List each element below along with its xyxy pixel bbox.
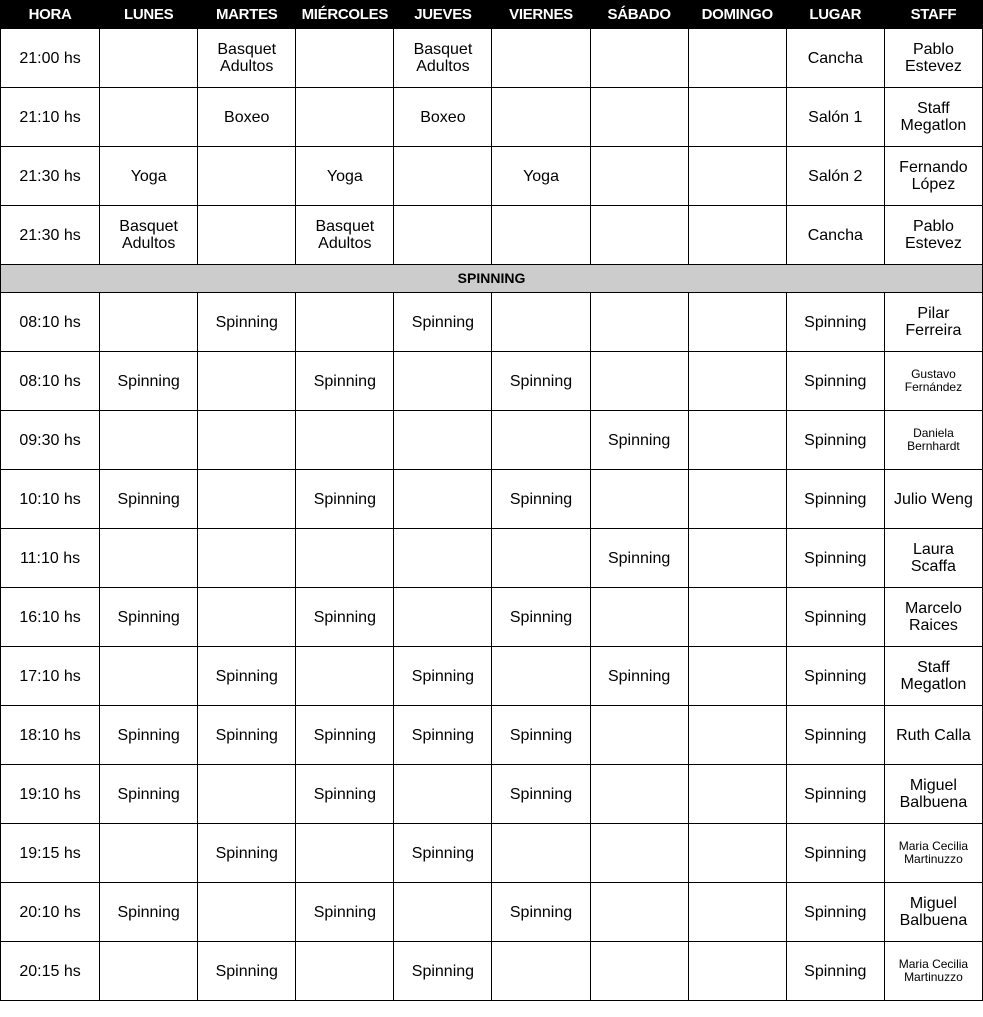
cell-jueves xyxy=(394,293,492,352)
header-lunes: LUNES xyxy=(100,0,198,29)
lugar-cell-text: Spinning xyxy=(804,785,867,803)
table-row xyxy=(1,529,983,588)
lugar-cell-text: Spinning xyxy=(804,490,867,508)
hora-cell-text: 21:30 hs xyxy=(19,167,81,185)
cell-jueves-text: Spinning xyxy=(411,844,475,862)
staff-cell xyxy=(884,647,982,706)
cell-domingo xyxy=(688,647,786,706)
cell-martes-text: Spinning xyxy=(215,962,278,980)
hora-cell-text: 18:10 hs xyxy=(19,726,81,744)
staff-cell xyxy=(884,147,982,206)
cell-jueves-text: Spinning xyxy=(411,726,475,744)
cell-lunes xyxy=(100,588,198,647)
cell-jueves xyxy=(394,147,492,206)
cell-lunes xyxy=(100,88,198,147)
table-row xyxy=(1,883,983,942)
staff-cell xyxy=(884,411,982,470)
cell-domingo xyxy=(688,765,786,824)
cell-miercoles-text: Spinning xyxy=(313,903,376,921)
table-row xyxy=(1,293,983,352)
cell-miercoles-text: Spinning xyxy=(313,785,376,803)
hora-cell xyxy=(1,147,100,206)
header-martes: MARTES xyxy=(198,0,296,29)
lugar-cell-text: Spinning xyxy=(804,962,867,980)
lugar-cell-text: Cancha xyxy=(807,226,863,244)
table-row xyxy=(1,706,983,765)
hora-cell xyxy=(1,88,100,147)
cell-domingo xyxy=(688,29,786,88)
cell-domingo xyxy=(688,942,786,1001)
cell-lunes xyxy=(100,647,198,706)
staff-cell xyxy=(884,352,982,411)
hora-cell-text: 20:15 hs xyxy=(19,962,81,980)
header-miercoles: MIÉRCOLES xyxy=(296,0,394,29)
lugar-cell-text: Spinning xyxy=(804,372,867,390)
cell-lunes-text: Spinning xyxy=(117,903,180,921)
cell-lunes xyxy=(100,293,198,352)
cell-lunes-text: Spinning xyxy=(117,608,180,626)
cell-jueves xyxy=(394,529,492,588)
cell-domingo xyxy=(688,293,786,352)
hora-cell-text: 20:10 hs xyxy=(19,903,81,921)
lugar-cell xyxy=(786,588,884,647)
staff-cell-text: Miguel Balbuena xyxy=(899,777,968,811)
cell-jueves-text: Basquet Adultos xyxy=(413,41,473,75)
hora-cell xyxy=(1,706,100,765)
cell-sabado xyxy=(590,206,688,265)
hora-cell xyxy=(1,293,100,352)
staff-cell-text: Maria Cecilia Martinuzzo xyxy=(898,839,969,866)
staff-cell xyxy=(884,470,982,529)
cell-martes-text: Spinning xyxy=(215,726,278,744)
table-row xyxy=(1,647,983,706)
cell-martes-text: Spinning xyxy=(215,313,278,331)
cell-domingo xyxy=(688,824,786,883)
cell-domingo xyxy=(688,588,786,647)
hora-cell-text: 10:10 hs xyxy=(19,490,81,508)
hora-cell xyxy=(1,647,100,706)
hora-cell-text: 16:10 hs xyxy=(19,608,81,626)
cell-lunes-text: Spinning xyxy=(117,785,180,803)
lugar-cell xyxy=(786,147,884,206)
cell-viernes-text: Spinning xyxy=(509,903,573,921)
cell-domingo xyxy=(688,411,786,470)
table-row xyxy=(1,470,983,529)
cell-miercoles xyxy=(296,883,394,942)
cell-martes xyxy=(198,293,296,352)
hora-cell xyxy=(1,29,100,88)
cell-jueves xyxy=(394,942,492,1001)
table-row xyxy=(1,29,983,88)
lugar-cell xyxy=(786,765,884,824)
cell-domingo xyxy=(688,206,786,265)
cell-viernes-text: Spinning xyxy=(509,490,573,508)
header-viernes: VIERNES xyxy=(492,0,590,29)
lugar-cell xyxy=(786,529,884,588)
cell-miercoles xyxy=(296,352,394,411)
hora-cell-text: 21:10 hs xyxy=(19,108,81,126)
table-row xyxy=(1,824,983,883)
cell-viernes xyxy=(492,588,590,647)
cell-lunes xyxy=(100,352,198,411)
staff-cell-text: Pablo Estevez xyxy=(904,41,962,75)
hora-cell-text: 09:30 hs xyxy=(19,431,81,449)
cell-martes xyxy=(198,824,296,883)
hora-cell xyxy=(1,352,100,411)
cell-miercoles xyxy=(296,147,394,206)
cell-sabado xyxy=(590,411,688,470)
cell-miercoles-text: Spinning xyxy=(313,490,376,508)
cell-viernes-text: Spinning xyxy=(509,726,573,744)
cell-lunes-text: Yoga xyxy=(130,167,167,185)
table-row xyxy=(1,942,983,1001)
lugar-cell-text: Spinning xyxy=(804,726,867,744)
header-jueves: JUEVES xyxy=(394,0,492,29)
cell-miercoles-text: Yoga xyxy=(326,167,363,185)
cell-miercoles xyxy=(296,588,394,647)
cell-martes xyxy=(198,647,296,706)
cell-viernes xyxy=(492,206,590,265)
cell-sabado xyxy=(590,588,688,647)
cell-miercoles-text: Spinning xyxy=(313,372,376,390)
staff-cell xyxy=(884,824,982,883)
staff-cell-text: Ruth Calla xyxy=(896,726,971,744)
cell-martes-text: Spinning xyxy=(215,844,278,862)
cell-sabado xyxy=(590,824,688,883)
cell-miercoles xyxy=(296,529,394,588)
lugar-cell xyxy=(786,293,884,352)
cell-jueves xyxy=(394,88,492,147)
cell-domingo xyxy=(688,470,786,529)
cell-lunes xyxy=(100,824,198,883)
cell-martes xyxy=(198,470,296,529)
cell-viernes xyxy=(492,647,590,706)
cell-sabado-text: Spinning xyxy=(607,549,671,567)
cell-viernes xyxy=(492,352,590,411)
lugar-cell xyxy=(786,706,884,765)
lugar-cell-text: Salón 1 xyxy=(808,108,863,126)
hora-cell xyxy=(1,883,100,942)
lugar-cell-text: Spinning xyxy=(804,549,867,567)
cell-martes-text: Basquet Adultos xyxy=(217,41,277,75)
hora-cell-text: 19:15 hs xyxy=(19,844,81,862)
staff-cell-text: Staff Megatlon xyxy=(900,659,967,693)
staff-cell-text: Maria Cecilia Martinuzzo xyxy=(898,957,969,984)
cell-jueves xyxy=(394,29,492,88)
staff-cell-text: Laura Scaffa xyxy=(910,541,956,575)
lugar-cell-text: Spinning xyxy=(804,844,867,862)
cell-miercoles xyxy=(296,647,394,706)
staff-cell-text: Staff Megatlon xyxy=(900,100,967,134)
hora-cell-text: 08:10 hs xyxy=(19,313,81,331)
staff-cell-text: Daniela Bernhardt xyxy=(907,426,960,453)
staff-cell xyxy=(884,588,982,647)
hora-cell xyxy=(1,765,100,824)
cell-miercoles xyxy=(296,706,394,765)
cell-miercoles xyxy=(296,293,394,352)
cell-lunes xyxy=(100,29,198,88)
cell-sabado xyxy=(590,88,688,147)
cell-miercoles-text: Spinning xyxy=(313,608,376,626)
hora-cell xyxy=(1,529,100,588)
staff-cell xyxy=(884,206,982,265)
cell-miercoles xyxy=(296,470,394,529)
cell-martes xyxy=(198,706,296,765)
cell-viernes xyxy=(492,147,590,206)
staff-cell-text: Marcelo Raices xyxy=(904,600,962,634)
staff-cell xyxy=(884,765,982,824)
cell-sabado xyxy=(590,883,688,942)
cell-jueves-text: Spinning xyxy=(411,667,475,685)
cell-lunes-text: Spinning xyxy=(117,372,180,390)
lugar-cell-text: Spinning xyxy=(804,667,867,685)
cell-domingo xyxy=(688,88,786,147)
cell-viernes xyxy=(492,411,590,470)
section-row xyxy=(1,265,983,293)
lugar-cell xyxy=(786,647,884,706)
table-row xyxy=(1,352,983,411)
cell-viernes-text: Spinning xyxy=(509,608,573,626)
cell-martes xyxy=(198,352,296,411)
cell-martes xyxy=(198,942,296,1001)
lugar-cell xyxy=(786,411,884,470)
cell-viernes-text: Spinning xyxy=(509,372,573,390)
cell-jueves xyxy=(394,352,492,411)
cell-martes xyxy=(198,765,296,824)
staff-cell xyxy=(884,942,982,1001)
cell-miercoles-text: Spinning xyxy=(313,726,376,744)
cell-lunes-text: Basquet Adultos xyxy=(119,218,178,252)
cell-jueves xyxy=(394,706,492,765)
lugar-cell-text: Salón 2 xyxy=(808,167,863,185)
cell-lunes xyxy=(100,706,198,765)
cell-lunes xyxy=(100,206,198,265)
table-row xyxy=(1,206,983,265)
header-domingo: DOMINGO xyxy=(688,0,786,29)
cell-viernes xyxy=(492,470,590,529)
lugar-cell xyxy=(786,29,884,88)
cell-lunes xyxy=(100,942,198,1001)
cell-martes xyxy=(198,883,296,942)
cell-sabado xyxy=(590,706,688,765)
cell-sabado xyxy=(590,647,688,706)
cell-jueves xyxy=(394,647,492,706)
cell-domingo xyxy=(688,883,786,942)
cell-miercoles xyxy=(296,824,394,883)
cell-miercoles xyxy=(296,206,394,265)
table-row xyxy=(1,88,983,147)
staff-cell xyxy=(884,706,982,765)
cell-domingo xyxy=(688,706,786,765)
cell-jueves-text: Spinning xyxy=(411,962,475,980)
cell-martes xyxy=(198,529,296,588)
hora-cell-text: 11:10 hs xyxy=(19,549,81,567)
staff-cell-text: Pablo Estevez xyxy=(904,218,962,252)
staff-cell xyxy=(884,29,982,88)
lugar-cell-text: Cancha xyxy=(807,49,863,67)
cell-viernes xyxy=(492,883,590,942)
cell-sabado-text: Spinning xyxy=(607,667,671,685)
section-title: SPINNING xyxy=(1,265,983,293)
cell-martes-text: Boxeo xyxy=(224,108,270,126)
cell-sabado xyxy=(590,29,688,88)
lugar-cell-text: Spinning xyxy=(804,903,867,921)
hora-cell-text: 21:30 hs xyxy=(19,226,81,244)
staff-cell-text: Fernando López xyxy=(899,159,968,193)
lugar-cell xyxy=(786,942,884,1001)
staff-cell-text: Gustavo Fernández xyxy=(904,367,963,394)
cell-jueves xyxy=(394,206,492,265)
cell-viernes-text: Yoga xyxy=(523,167,559,185)
cell-martes xyxy=(198,88,296,147)
cell-miercoles xyxy=(296,88,394,147)
cell-lunes xyxy=(100,147,198,206)
table-row xyxy=(1,147,983,206)
cell-lunes-text: Spinning xyxy=(117,726,180,744)
cell-jueves xyxy=(394,588,492,647)
lugar-cell xyxy=(786,824,884,883)
cell-domingo xyxy=(688,147,786,206)
lugar-cell xyxy=(786,88,884,147)
header-lugar: LUGAR xyxy=(786,0,884,29)
staff-cell xyxy=(884,883,982,942)
cell-jueves-text: Spinning xyxy=(411,313,475,331)
cell-viernes xyxy=(492,824,590,883)
staff-cell-text: Pilar Ferreira xyxy=(905,305,962,339)
cell-miercoles xyxy=(296,765,394,824)
cell-martes-text: Spinning xyxy=(215,667,278,685)
cell-miercoles xyxy=(296,29,394,88)
lugar-cell xyxy=(786,206,884,265)
cell-miercoles-text: Basquet Adultos xyxy=(315,218,375,252)
lugar-cell-text: Spinning xyxy=(804,431,867,449)
hora-cell xyxy=(1,470,100,529)
cell-miercoles xyxy=(296,942,394,1001)
header-sabado: SÁBADO xyxy=(590,0,688,29)
cell-jueves xyxy=(394,411,492,470)
cell-viernes xyxy=(492,765,590,824)
cell-jueves xyxy=(394,883,492,942)
cell-lunes xyxy=(100,411,198,470)
header-staff: STAFF xyxy=(884,0,982,29)
hora-cell-text: 08:10 hs xyxy=(19,372,81,390)
cell-viernes-text: Spinning xyxy=(509,785,573,803)
cell-viernes xyxy=(492,942,590,1001)
table-row xyxy=(1,765,983,824)
cell-martes xyxy=(198,411,296,470)
cell-miercoles xyxy=(296,411,394,470)
staff-cell-text: Miguel Balbuena xyxy=(899,895,968,929)
cell-viernes xyxy=(492,29,590,88)
lugar-cell xyxy=(786,470,884,529)
cell-domingo xyxy=(688,529,786,588)
cell-jueves xyxy=(394,765,492,824)
cell-sabado xyxy=(590,352,688,411)
staff-cell-text: Julio Weng xyxy=(893,490,973,508)
hora-cell xyxy=(1,411,100,470)
header-hora: HORA xyxy=(1,0,100,29)
cell-viernes xyxy=(492,88,590,147)
cell-jueves xyxy=(394,824,492,883)
cell-viernes xyxy=(492,529,590,588)
cell-martes xyxy=(198,588,296,647)
cell-martes xyxy=(198,29,296,88)
hora-cell xyxy=(1,206,100,265)
hora-cell-text: 17:10 hs xyxy=(19,667,81,685)
hora-cell xyxy=(1,588,100,647)
cell-jueves-text: Boxeo xyxy=(420,108,466,126)
cell-lunes-text: Spinning xyxy=(117,490,180,508)
cell-sabado xyxy=(590,942,688,1001)
cell-domingo xyxy=(688,352,786,411)
table-header xyxy=(1,0,983,29)
cell-viernes xyxy=(492,293,590,352)
staff-cell xyxy=(884,529,982,588)
table-row xyxy=(1,588,983,647)
cell-lunes xyxy=(100,883,198,942)
lugar-cell xyxy=(786,352,884,411)
cell-jueves xyxy=(394,470,492,529)
cell-sabado xyxy=(590,529,688,588)
cell-sabado xyxy=(590,147,688,206)
lugar-cell-text: Spinning xyxy=(804,313,867,331)
cell-martes xyxy=(198,206,296,265)
cell-lunes xyxy=(100,470,198,529)
cell-martes xyxy=(198,147,296,206)
hora-cell xyxy=(1,942,100,1001)
table-body xyxy=(1,29,983,1001)
cell-sabado xyxy=(590,470,688,529)
hora-cell-text: 19:10 hs xyxy=(19,785,81,803)
cell-lunes xyxy=(100,529,198,588)
cell-viernes xyxy=(492,706,590,765)
lugar-cell-text: Spinning xyxy=(804,608,867,626)
staff-cell xyxy=(884,88,982,147)
hora-cell xyxy=(1,824,100,883)
table-row xyxy=(1,411,983,470)
cell-sabado xyxy=(590,765,688,824)
staff-cell xyxy=(884,293,982,352)
cell-sabado xyxy=(590,293,688,352)
lugar-cell xyxy=(786,883,884,942)
cell-lunes xyxy=(100,765,198,824)
header-row xyxy=(1,0,983,29)
hora-cell-text: 21:00 hs xyxy=(19,49,81,67)
cell-sabado-text: Spinning xyxy=(607,431,671,449)
